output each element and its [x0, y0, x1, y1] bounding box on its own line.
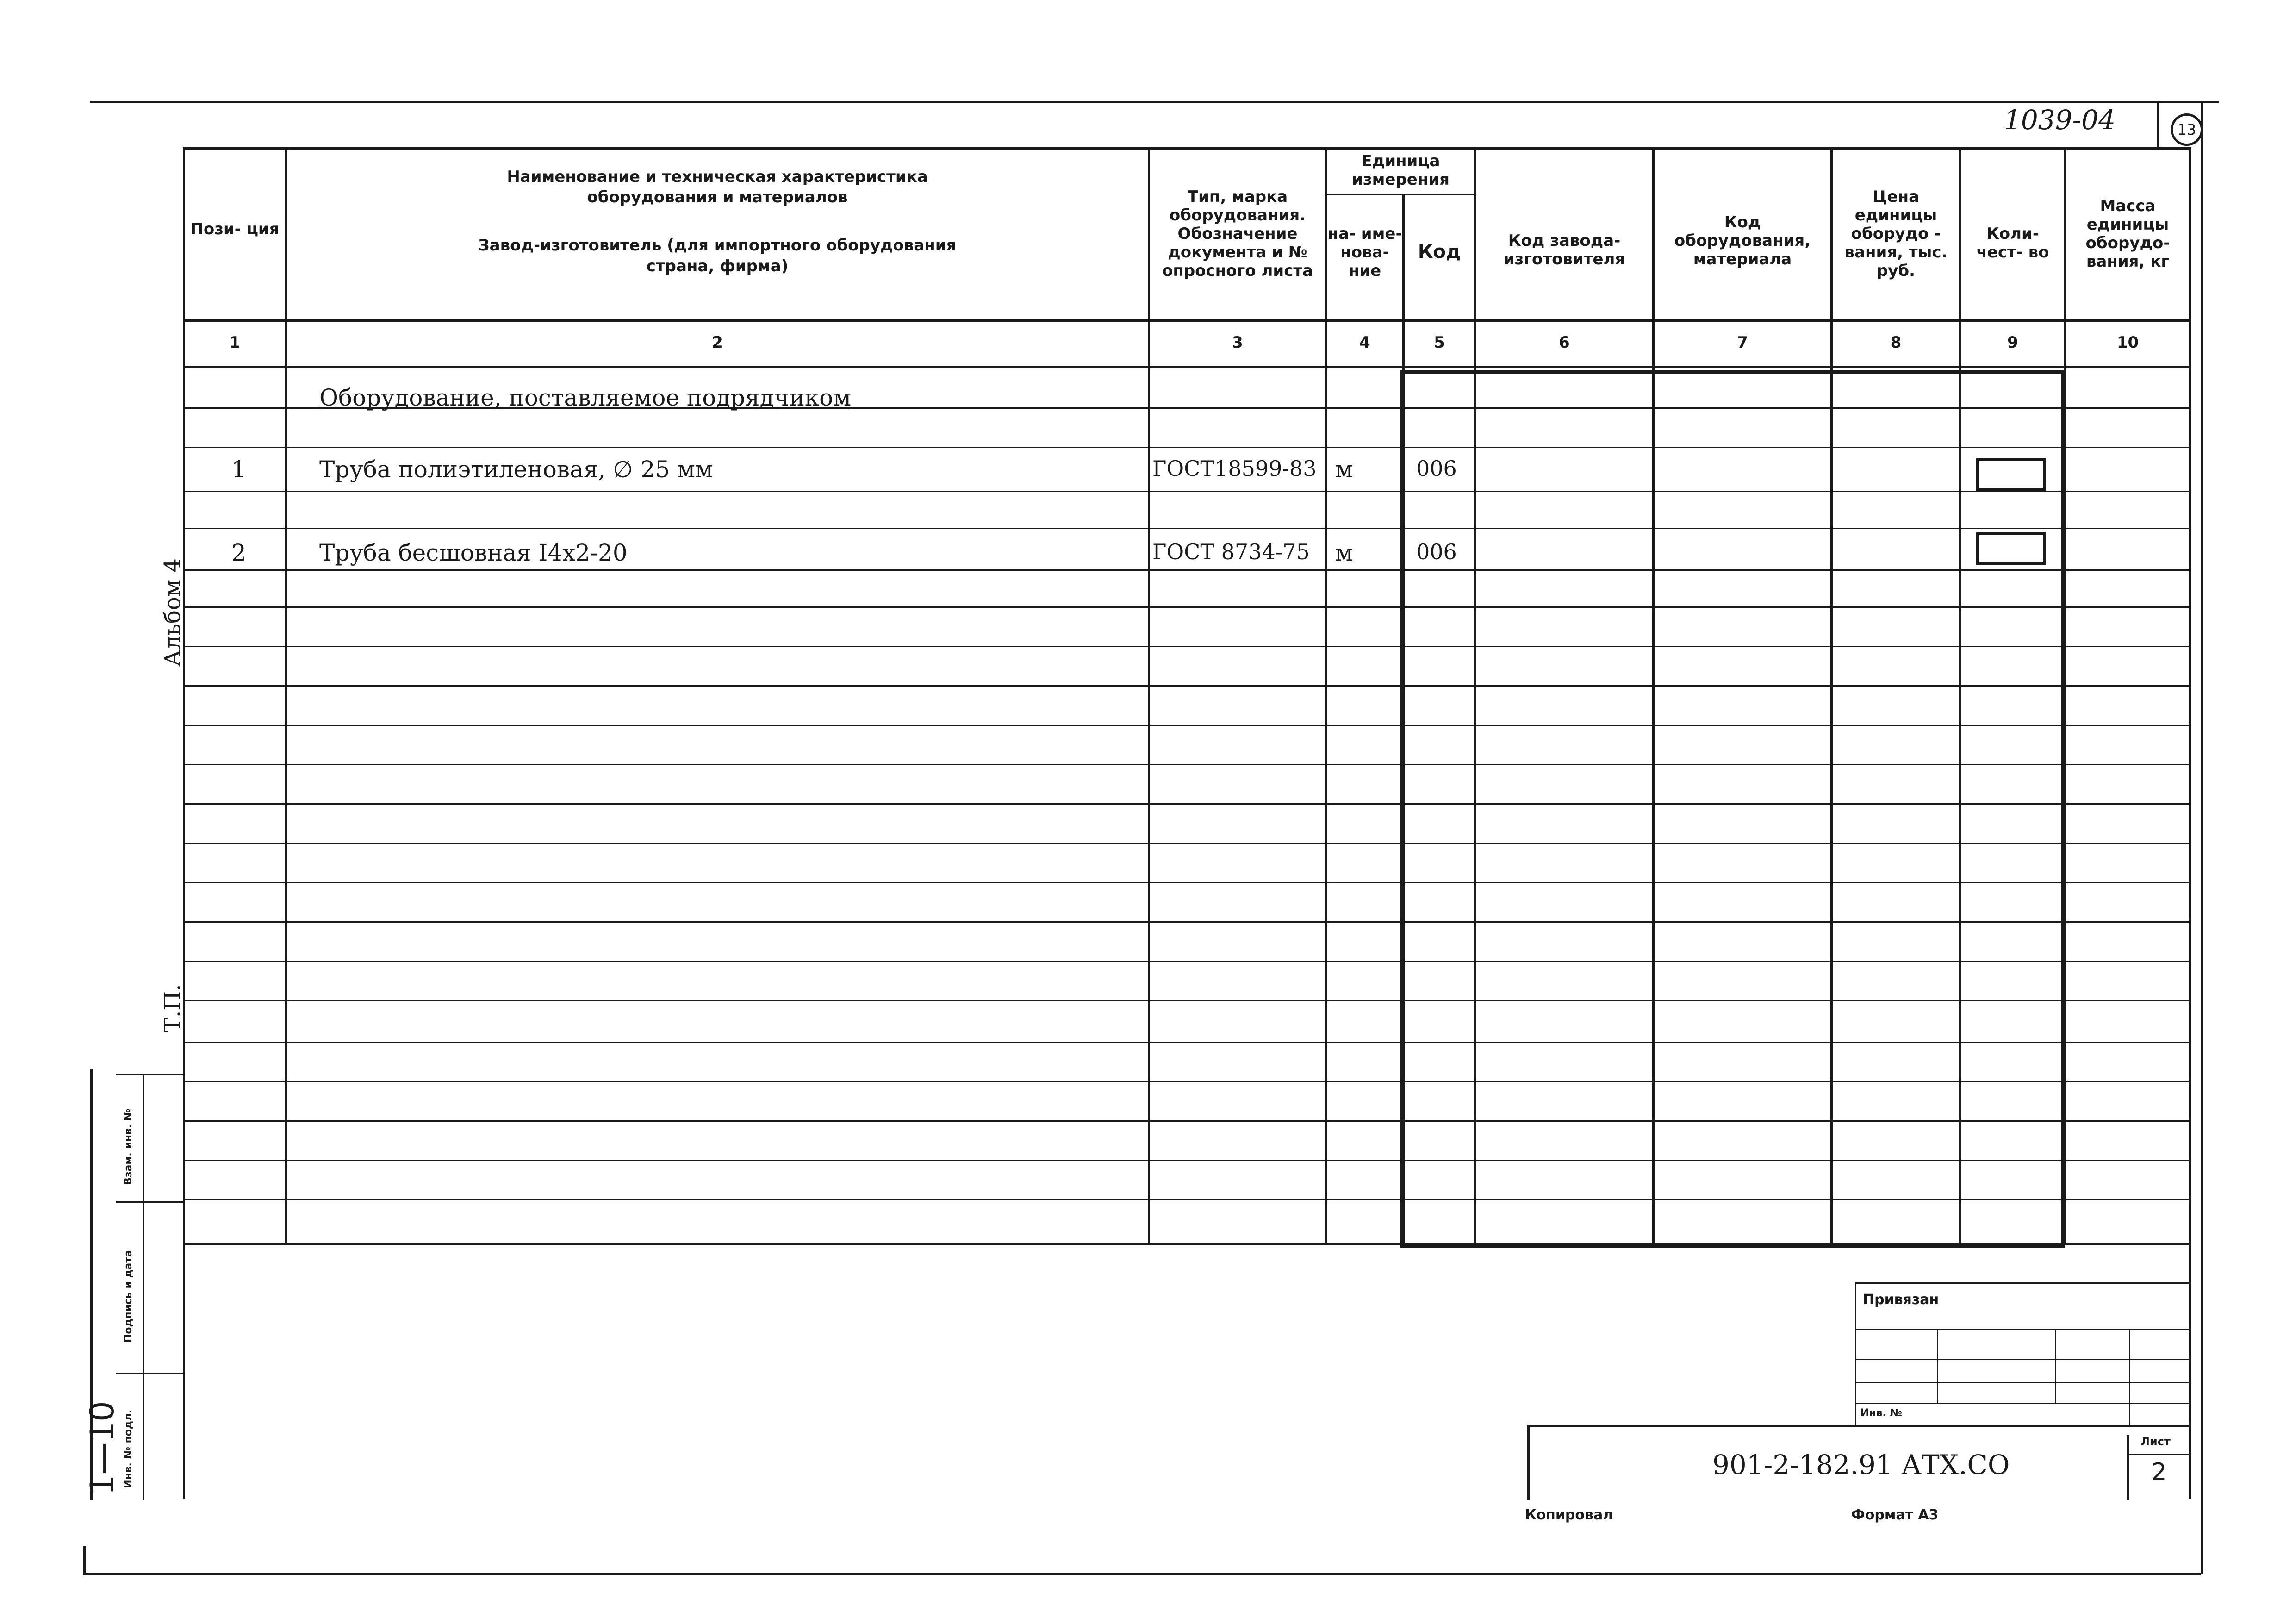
row2-position: 2	[231, 539, 246, 566]
table-right-line	[2189, 147, 2191, 1499]
inv-podl-label: Инв. № подл.	[123, 1409, 134, 1488]
frame-bottom-line	[83, 1573, 2201, 1575]
colnum-2: 2	[712, 333, 723, 352]
circle-mark: 13	[2171, 113, 2203, 146]
kopiroval-label: Копировал	[1525, 1507, 1613, 1523]
row2-quantity-field[interactable]	[1976, 532, 2046, 565]
header-unit-code: Код	[1418, 241, 1461, 263]
list-divider	[2127, 1454, 2189, 1455]
header-unit: Единица измерения	[1352, 151, 1450, 189]
list-number: 2	[2151, 1458, 2167, 1486]
row1-position: 1	[231, 456, 246, 483]
colnum-10: 10	[2116, 333, 2139, 352]
header-bottom-line	[183, 319, 2189, 322]
header-equipment-code: Код оборудования, материала	[1674, 212, 1811, 269]
section-title: Оборудование, поставляемое подрядчиком	[319, 384, 852, 411]
tp-label: Т.П.	[160, 984, 186, 1032]
unit-header-divider	[1325, 194, 1474, 195]
privyazan-row-1	[1855, 1329, 2189, 1330]
side-strip-divider-1	[116, 1074, 185, 1075]
designation: 901-2-182.91 АТХ.СО	[1712, 1449, 2010, 1480]
privyazan-left-line	[1855, 1282, 1856, 1426]
colnum-5: 5	[1434, 333, 1445, 352]
col-divider-2	[1148, 147, 1150, 1244]
frame-left-line	[83, 1546, 86, 1574]
header-name-line4: страна, фирма)	[646, 256, 789, 275]
table-top-line	[183, 147, 2189, 150]
colnum-9: 9	[2007, 333, 2018, 352]
page-ref-label: 1—10	[83, 1401, 121, 1495]
row1-unit: м	[1335, 456, 1353, 483]
bold-region-box	[1400, 370, 2065, 1248]
privyazan-col-2	[2055, 1329, 2056, 1403]
podpis-label: Подпись и дата	[123, 1250, 134, 1343]
header-unit-name: на- име- нова- ние	[1327, 224, 1402, 281]
side-strip-inner-line	[143, 1074, 144, 1500]
body-bottom-line	[183, 1243, 2189, 1245]
row1-code: 006	[1416, 456, 1457, 481]
row2-unit: м	[1335, 539, 1353, 566]
header-name-line2: оборудования и материалов	[587, 188, 848, 207]
header-quantity: Коли- чест- во	[1976, 224, 2049, 262]
vzam-label: Взам. инв. №	[123, 1108, 134, 1185]
privyazan-row-4	[1855, 1403, 2189, 1404]
titleblock-top-line	[1527, 1425, 2189, 1427]
privyazan-top-line	[1855, 1282, 2189, 1284]
header-factory-code: Код завода- изготовителя	[1503, 231, 1625, 269]
privyazan-label: Привязан	[1863, 1292, 1939, 1308]
header-price: Цена единицы оборудо - вания, тыс. руб.	[1844, 187, 1948, 281]
colnum-6: 6	[1559, 333, 1570, 352]
colnum-1: 1	[229, 333, 241, 352]
header-position: Пози- ция	[190, 219, 280, 238]
colnum-8: 8	[1890, 333, 1902, 352]
header-name-line1: Наименование и техническая характеристика	[507, 168, 928, 186]
titleblock-left-line	[1527, 1426, 1530, 1500]
col-divider-1	[285, 147, 287, 1244]
format-label: Формат А3	[1851, 1507, 1939, 1523]
frame-top-line	[90, 101, 2219, 103]
col-divider-3	[1325, 147, 1327, 1244]
colnum-4: 4	[1359, 333, 1370, 352]
side-strip-divider-2	[116, 1201, 185, 1203]
privyazan-row-2	[1855, 1359, 2189, 1360]
colnum-3: 3	[1232, 333, 1243, 352]
header-type: Тип, марка оборудования. Обозначение документа и № опросного листа	[1162, 187, 1313, 281]
inv-no-label: Инв. №	[1860, 1407, 1903, 1419]
privyazan-col-3	[2129, 1329, 2130, 1426]
list-label: Лист	[2140, 1435, 2171, 1448]
header-name-line3: Завод-изготовитель (для импортного оборудования	[478, 236, 957, 255]
header-name	[287, 167, 1148, 276]
stamp-divider	[2157, 102, 2159, 148]
colnum-7: 7	[1737, 333, 1748, 352]
side-strip-divider-3	[116, 1373, 185, 1374]
number-row-bottom-line	[183, 366, 2189, 368]
row2-doc: ГОСТ 8734-75	[1152, 539, 1310, 564]
row1-doc: ГОСТ18599-83	[1152, 456, 1317, 481]
row2-name: Труба бесшовная I4x2-20	[319, 539, 628, 566]
album-label: Альбом 4	[160, 558, 186, 667]
frame-right-line	[2201, 101, 2203, 1574]
row1-quantity-field[interactable]	[1976, 458, 2046, 491]
privyazan-col-1	[1937, 1329, 1938, 1403]
header-mass: Масса единицы оборудо- вания, кг	[2085, 196, 2170, 271]
row2-code: 006	[1416, 539, 1457, 564]
privyazan-row-3	[1855, 1382, 2189, 1383]
row1-name: Труба полиэтиленовая, ∅ 25 мм	[319, 456, 713, 483]
sheet-number-stamp: 1039-04	[2004, 104, 2116, 136]
